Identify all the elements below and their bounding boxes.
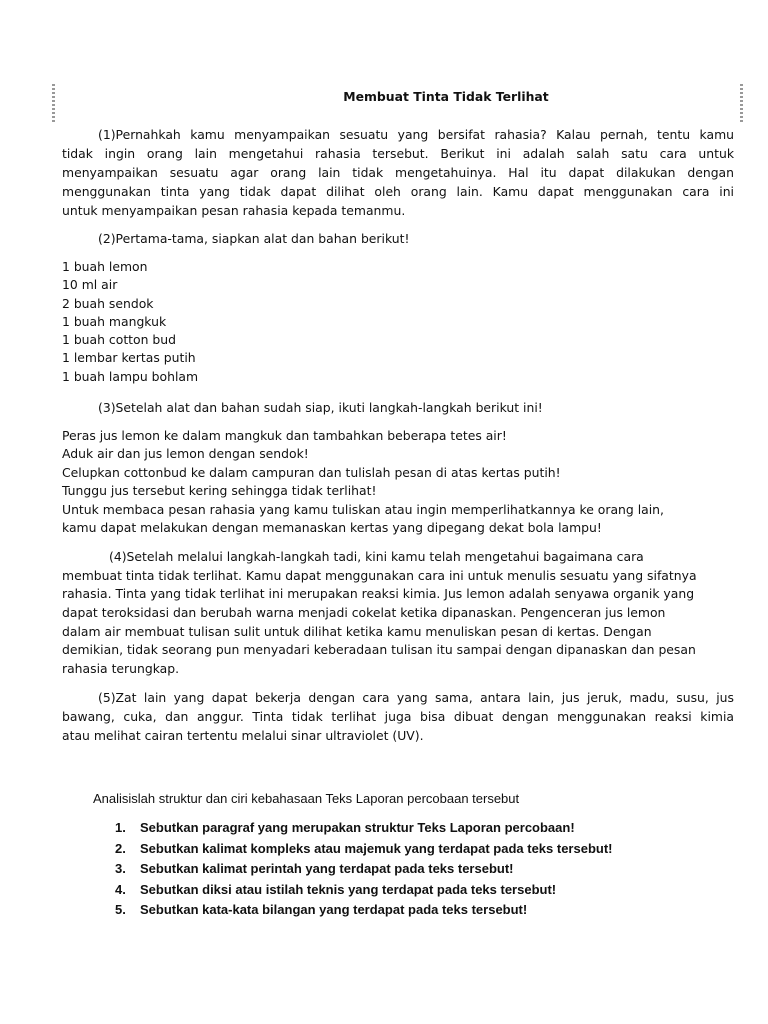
paragraph-5 [62, 688, 734, 745]
step-item: Aduk air dan jus lemon dengan sendok! [62, 446, 309, 462]
question-number: 2. [115, 840, 126, 856]
paragraph-4 [62, 548, 734, 679]
paragraph-line: rahasia. Tinta yang tidak terlihat ini merupakan reaksi kimia. Jus lemon adalah senyawa organik yang [62, 586, 695, 602]
materials-list [62, 258, 734, 386]
material-item: 10 ml air [62, 277, 118, 293]
material-item: 1 buah lemon [62, 259, 148, 274]
paragraph-line: dapat teroksidasi dan berubah warna menjadi cokelat ketika dipanaskan. Pengenceran jus lemon [62, 605, 666, 621]
question-text: Sebutkan kalimat perintah yang terdapat pada teks tersebut! [140, 861, 514, 876]
material-item: 1 buah lampu bohlam [62, 368, 199, 384]
document-title: Membuat Tinta Tidak Terlihat [343, 89, 549, 104]
paragraph-line: menggunakan tinta yang tidak dapat dilihat oleh orang lain. Kamu dapat menggunakan cara ini [62, 184, 734, 199]
step-item: Tunggu jus tersebut kering sehingga tidak terlihat! [62, 483, 377, 499]
paragraph-line: demikian, tidak seorang pun menyadari keberadaan tulisan itu sampai dengan dipanaskan dan pesan [62, 642, 696, 658]
paragraph-line: (5)Zat lain yang dapat bekerja dengan cara yang sama, antara lain, jus jeruk, madu, susu, jus [98, 690, 734, 705]
question-number: 1. [115, 820, 126, 835]
paragraph-line: (4)Setelah melalui langkah-langkah tadi, kini kamu telah mengetahui bagaimana cara [109, 549, 644, 564]
paragraph-line: untuk menyampaikan pesan rahasia kepada temanmu. [62, 203, 406, 218]
paragraph-line: membuat tinta tidak terlihat. Kamu dapat menggunakan cara ini untuk menulis sesuatu yang sifatnya [62, 567, 697, 583]
task-instruction: Analisislah struktur dan ciri kebahasaan Teks Laporan percobaan tersebut [93, 791, 520, 806]
question-item [115, 818, 613, 839]
question-number: 5. [115, 902, 126, 917]
question-item [115, 900, 613, 921]
material-item: 1 buah cotton bud [62, 332, 176, 348]
material-item: 1 buah mangkuk [62, 313, 167, 329]
paragraph-line: bawang, cuka, dan anggur. Tinta tidak terlihat juga bisa dibuat dengan menggunakan reaksi kimia [62, 709, 734, 724]
question-number: 4. [115, 881, 126, 897]
step-item: Celupkan cottonbud ke dalam campuran dan tulislah pesan di atas kertas putih! [62, 464, 561, 480]
paragraph-2-text: (2)Pertama-tama, siapkan alat dan bahan berikut! [98, 231, 410, 246]
paragraph-line: atau melihat cairan tertentu melalui sinar ultraviolet (UV). [62, 728, 424, 743]
paragraph-line: rahasia terungkap. [62, 661, 180, 677]
question-text: Sebutkan kalimat kompleks atau majemuk yang terdapat pada teks tersebut! [140, 840, 613, 856]
paragraph-line: (1)Pernahkah kamu menyampaikan sesuatu yang bersifat rahasia? Kalau pernah, tentu kamu [98, 127, 734, 142]
question-text: Sebutkan kata-kata bilangan yang terdapat pada teks tersebut! [140, 902, 528, 917]
step-item: Peras jus lemon ke dalam mangkuk dan tambahkan beberapa tetes air! [62, 428, 507, 443]
material-item: 1 lembar kertas putih [62, 350, 196, 366]
paragraph-line: tidak ingin orang lain mengetahui rahasia tersebut. Berikut ini adalah salah satu cara untuk [62, 146, 734, 161]
question-number: 3. [115, 861, 126, 876]
paragraph-line: menyampaikan sesuatu agar orang lain tidak mengetahuinya. Hal itu dapat dilakukan dengan [62, 165, 734, 180]
step-item: Untuk membaca pesan rahasia yang kamu tuliskan atau ingin memperlihatkannya ke orang lain, [62, 501, 664, 517]
step-item: kamu dapat melakukan dengan memanaskan kertas yang dipegang dekat bola lampu! [62, 519, 602, 535]
question-list [115, 818, 613, 921]
paragraph-1 [62, 125, 734, 220]
material-item: 2 buah sendok [62, 295, 154, 311]
question-item [115, 880, 613, 901]
paragraph-line: dalam air membuat tulisan sulit untuk dilihat ketika kamu menuliskan pesan di kertas. Dengan [62, 623, 652, 639]
paragraph-3 [62, 398, 734, 417]
question-text: Sebutkan paragraf yang merupakan struktur Teks Laporan percobaan! [140, 820, 575, 835]
steps-list [62, 427, 734, 537]
question-item [115, 859, 613, 880]
paragraph-2 [62, 229, 734, 248]
question-text: Sebutkan diksi atau istilah teknis yang terdapat pada teks tersebut! [140, 881, 557, 897]
paragraph-3-text: (3)Setelah alat dan bahan sudah siap, ikuti langkah-langkah berikut ini! [98, 400, 543, 415]
question-item [115, 839, 613, 860]
